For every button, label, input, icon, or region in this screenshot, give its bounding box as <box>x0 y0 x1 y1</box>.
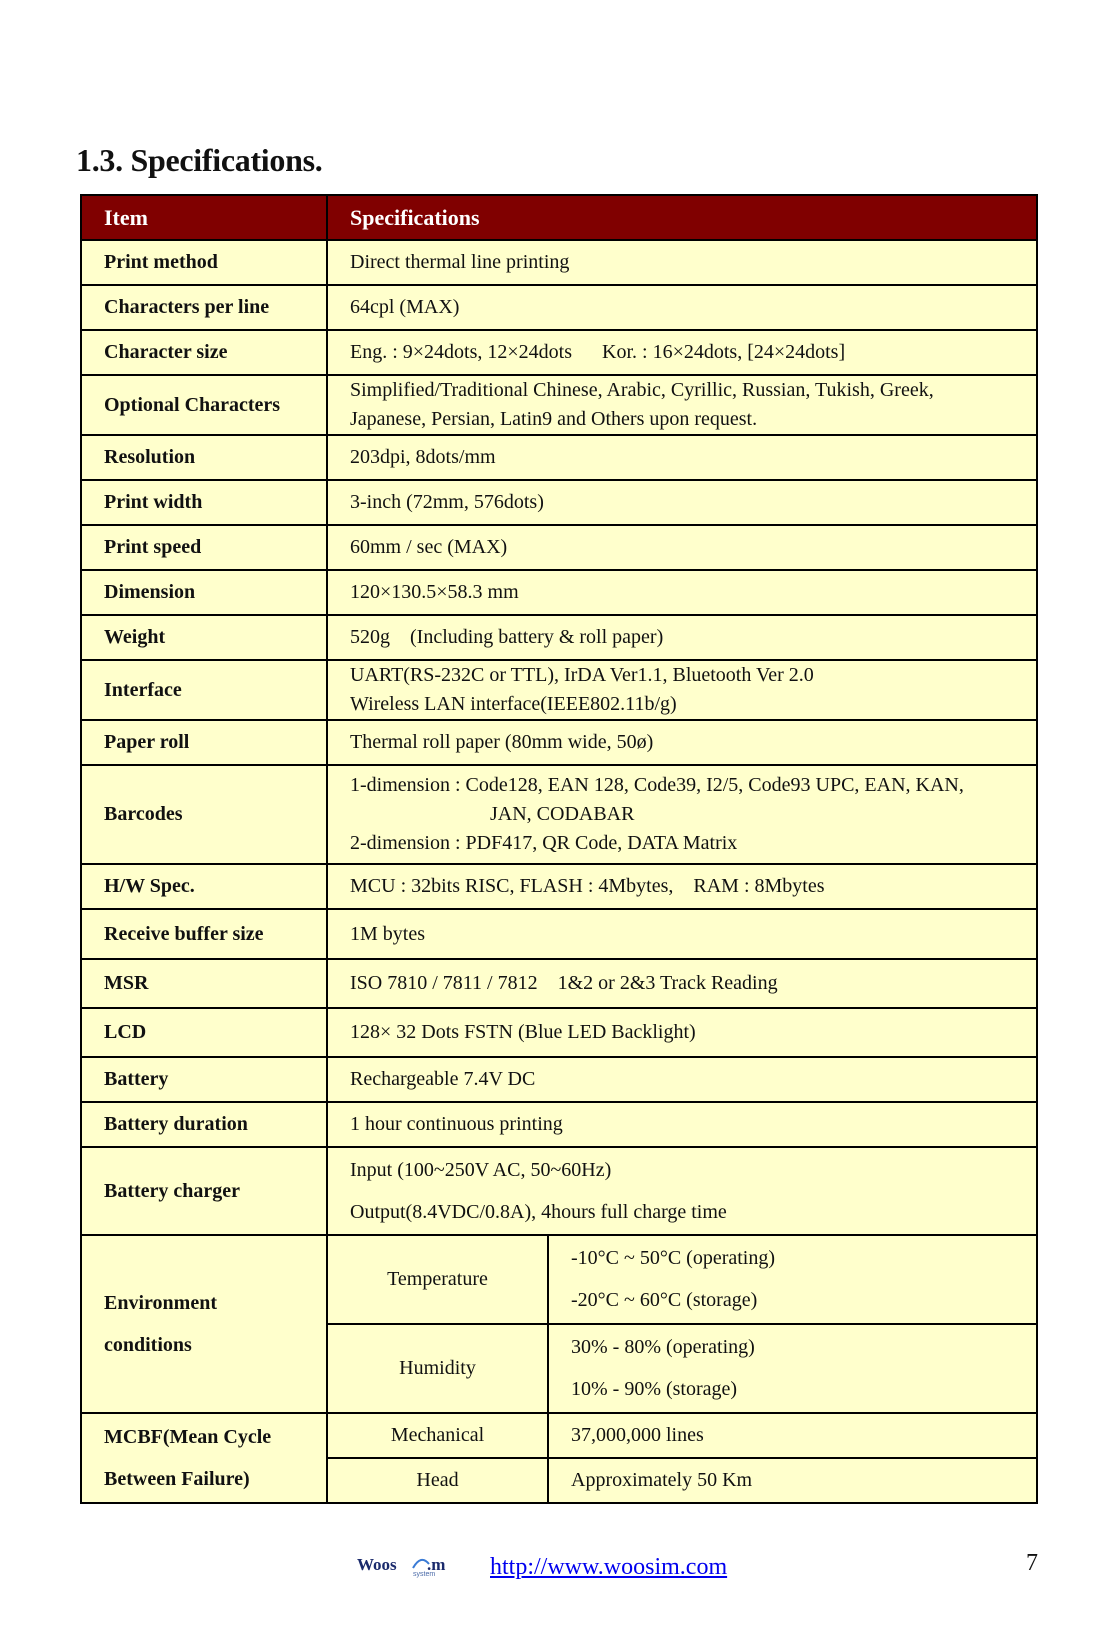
spec-cell <box>327 1147 1037 1235</box>
spec-line: 203dpi, 8dots/mm <box>350 446 496 468</box>
spec-line: 120×130.5×58.3 mm <box>350 581 519 603</box>
spec-line: Simplified/Traditional Chinese, Arabic, Cyrillic, Russian, Tukish, Greek, <box>350 379 934 401</box>
spec-line: 10% - 90% (storage) <box>571 1378 738 1400</box>
spec-cell <box>327 720 1037 765</box>
spec-cell <box>327 435 1037 480</box>
item-line: conditions <box>104 1333 192 1356</box>
item-cell: Print method <box>81 240 327 285</box>
item-cell: Weight <box>81 615 327 660</box>
spec-line: 1 hour continuous printing <box>350 1113 563 1135</box>
table-row <box>81 660 1037 720</box>
item-line: Between Failure) <box>104 1467 250 1490</box>
item-cell: Print width <box>81 480 327 525</box>
spec-line: Output(8.4VDC/0.8A), 4hours full charge time <box>350 1200 727 1223</box>
item-cell: Barcodes <box>81 765 327 864</box>
sub-item-cell: Mechanical <box>327 1413 548 1458</box>
spec-cell <box>327 570 1037 615</box>
spec-line: 3-inch (72mm, 576dots) <box>350 491 544 513</box>
sub-item-cell: Humidity <box>327 1324 548 1413</box>
item-cell: Optional Characters <box>81 375 327 435</box>
spec-line: Japanese, Persian, Latin9 and Others upon request. <box>350 408 758 430</box>
svg-text:Woos: Woos <box>357 1555 397 1574</box>
spec-cell <box>327 480 1037 525</box>
spec-line: MCU : 32bits RISC, FLASH : 4Mbytes, RAM : 8Mbytes <box>350 875 825 897</box>
item-cell: Print speed <box>81 525 327 570</box>
table-row <box>81 1102 1037 1147</box>
spec-line: 30% - 80% (operating) <box>571 1336 755 1358</box>
table-row <box>81 1008 1037 1057</box>
item-cell: Battery duration <box>81 1102 327 1147</box>
table-row <box>81 285 1037 330</box>
item-cell: LCD <box>81 1008 327 1057</box>
item-cell: Battery charger <box>81 1147 327 1235</box>
sub-item-cell: Head <box>327 1458 548 1503</box>
spec-line: 64cpl (MAX) <box>350 296 460 318</box>
spec-cell: 37,000,000 lines <box>548 1413 1037 1458</box>
spec-cell <box>327 375 1037 435</box>
table-row <box>81 435 1037 480</box>
table-row <box>81 330 1037 375</box>
table-row-mcbf-mechanical <box>81 1413 1037 1458</box>
table-row <box>81 959 1037 1008</box>
spec-line: -10°C ~ 50°C (operating) <box>571 1247 776 1269</box>
table-row <box>81 615 1037 660</box>
item-cell: Dimension <box>81 570 327 615</box>
table-row <box>81 570 1037 615</box>
table-row-environment-temperature <box>81 1235 1037 1324</box>
item-cell: Receive buffer size <box>81 909 327 959</box>
spec-line: UART(RS-232C or TTL), IrDA Ver1.1, Bluetooth Ver 2.0 <box>350 664 814 686</box>
table-row <box>81 480 1037 525</box>
table-row <box>81 375 1037 435</box>
spec-cell <box>327 1008 1037 1057</box>
specifications-table <box>80 194 1038 1504</box>
item-cell: Battery <box>81 1057 327 1102</box>
item-cell: H/W Spec. <box>81 864 327 909</box>
spec-cell <box>548 1235 1037 1324</box>
table-row <box>81 240 1037 285</box>
svg-text:.m: .m <box>427 1555 446 1574</box>
page-number: 7 <box>1026 1550 1038 1576</box>
item-line: MCBF(Mean Cycle <box>104 1425 272 1448</box>
spec-cell <box>327 660 1037 720</box>
spec-line: 1M bytes <box>350 922 425 945</box>
item-cell: Resolution <box>81 435 327 480</box>
item-cell: Character size <box>81 330 327 375</box>
spec-cell <box>327 285 1037 330</box>
spec-line: Eng. : 9×24dots, 12×24dots Kor. : 16×24dots, [24×24dots] <box>350 341 846 363</box>
spec-line: ISO 7810 / 7811 / 7812 1&2 or 2&3 Track Reading <box>350 972 778 994</box>
spec-cell <box>548 1324 1037 1413</box>
spec-cell <box>327 615 1037 660</box>
spec-line: 1-dimension : Code128, EAN 128, Code39, I2/5, Code93 UPC, EAN, KAN, <box>350 774 964 796</box>
spec-line: 520g (Including battery & roll paper) <box>350 626 664 648</box>
item-cell: MSR <box>81 959 327 1008</box>
table-row-barcodes <box>81 765 1037 864</box>
item-cell: Interface <box>81 660 327 720</box>
spec-cell <box>327 765 1037 864</box>
table-header <box>81 195 1037 240</box>
spec-line: -20°C ~ 60°C (storage) <box>571 1289 758 1311</box>
item-line: Environment <box>104 1291 217 1314</box>
spec-line: 128× 32 Dots FSTN (Blue LED Backlight) <box>350 1021 696 1043</box>
spec-cell <box>327 1102 1037 1147</box>
spec-cell <box>327 525 1037 570</box>
spec-line: Input (100~250V AC, 50~60Hz) <box>350 1158 612 1181</box>
spec-line: Rechargeable 7.4V DC <box>350 1068 536 1090</box>
table-row <box>81 864 1037 909</box>
spec-cell <box>327 240 1037 285</box>
item-cell <box>81 1235 327 1413</box>
table-row <box>81 720 1037 765</box>
table-row <box>81 909 1037 959</box>
table-row-battery-charger <box>81 1147 1037 1235</box>
spec-cell <box>327 330 1037 375</box>
spec-cell <box>327 909 1037 959</box>
spec-line: 2-dimension : PDF417, QR Code, DATA Matrix <box>350 832 738 854</box>
spec-line: Wireless LAN interface(IEEE802.11b/g) <box>350 693 677 715</box>
header-item: Item <box>81 195 327 240</box>
item-cell: Paper roll <box>81 720 327 765</box>
table-row <box>81 525 1037 570</box>
woosim-logo <box>355 1554 467 1578</box>
page-title: 1.3. Specifications. <box>76 142 323 178</box>
sub-item-cell: Temperature <box>327 1235 548 1324</box>
spec-cell <box>327 864 1037 909</box>
svg-text:system: system <box>413 1571 436 1578</box>
spec-cell: Approximately 50 Km <box>548 1458 1037 1503</box>
spec-line: 60mm / sec (MAX) <box>350 536 508 558</box>
item-cell <box>81 1413 327 1503</box>
website-link[interactable]: http://www.woosim.com <box>490 1554 728 1580</box>
spec-line: JAN, CODABAR <box>490 803 635 825</box>
spec-line: Thermal roll paper (80mm wide, 50ø) <box>350 731 654 753</box>
spec-line: Direct thermal line printing <box>350 251 570 273</box>
spec-cell <box>327 1057 1037 1102</box>
spec-cell <box>327 959 1037 1008</box>
header-specifications: Specifications <box>327 195 1037 240</box>
item-cell: Characters per line <box>81 285 327 330</box>
table-row <box>81 1057 1037 1102</box>
